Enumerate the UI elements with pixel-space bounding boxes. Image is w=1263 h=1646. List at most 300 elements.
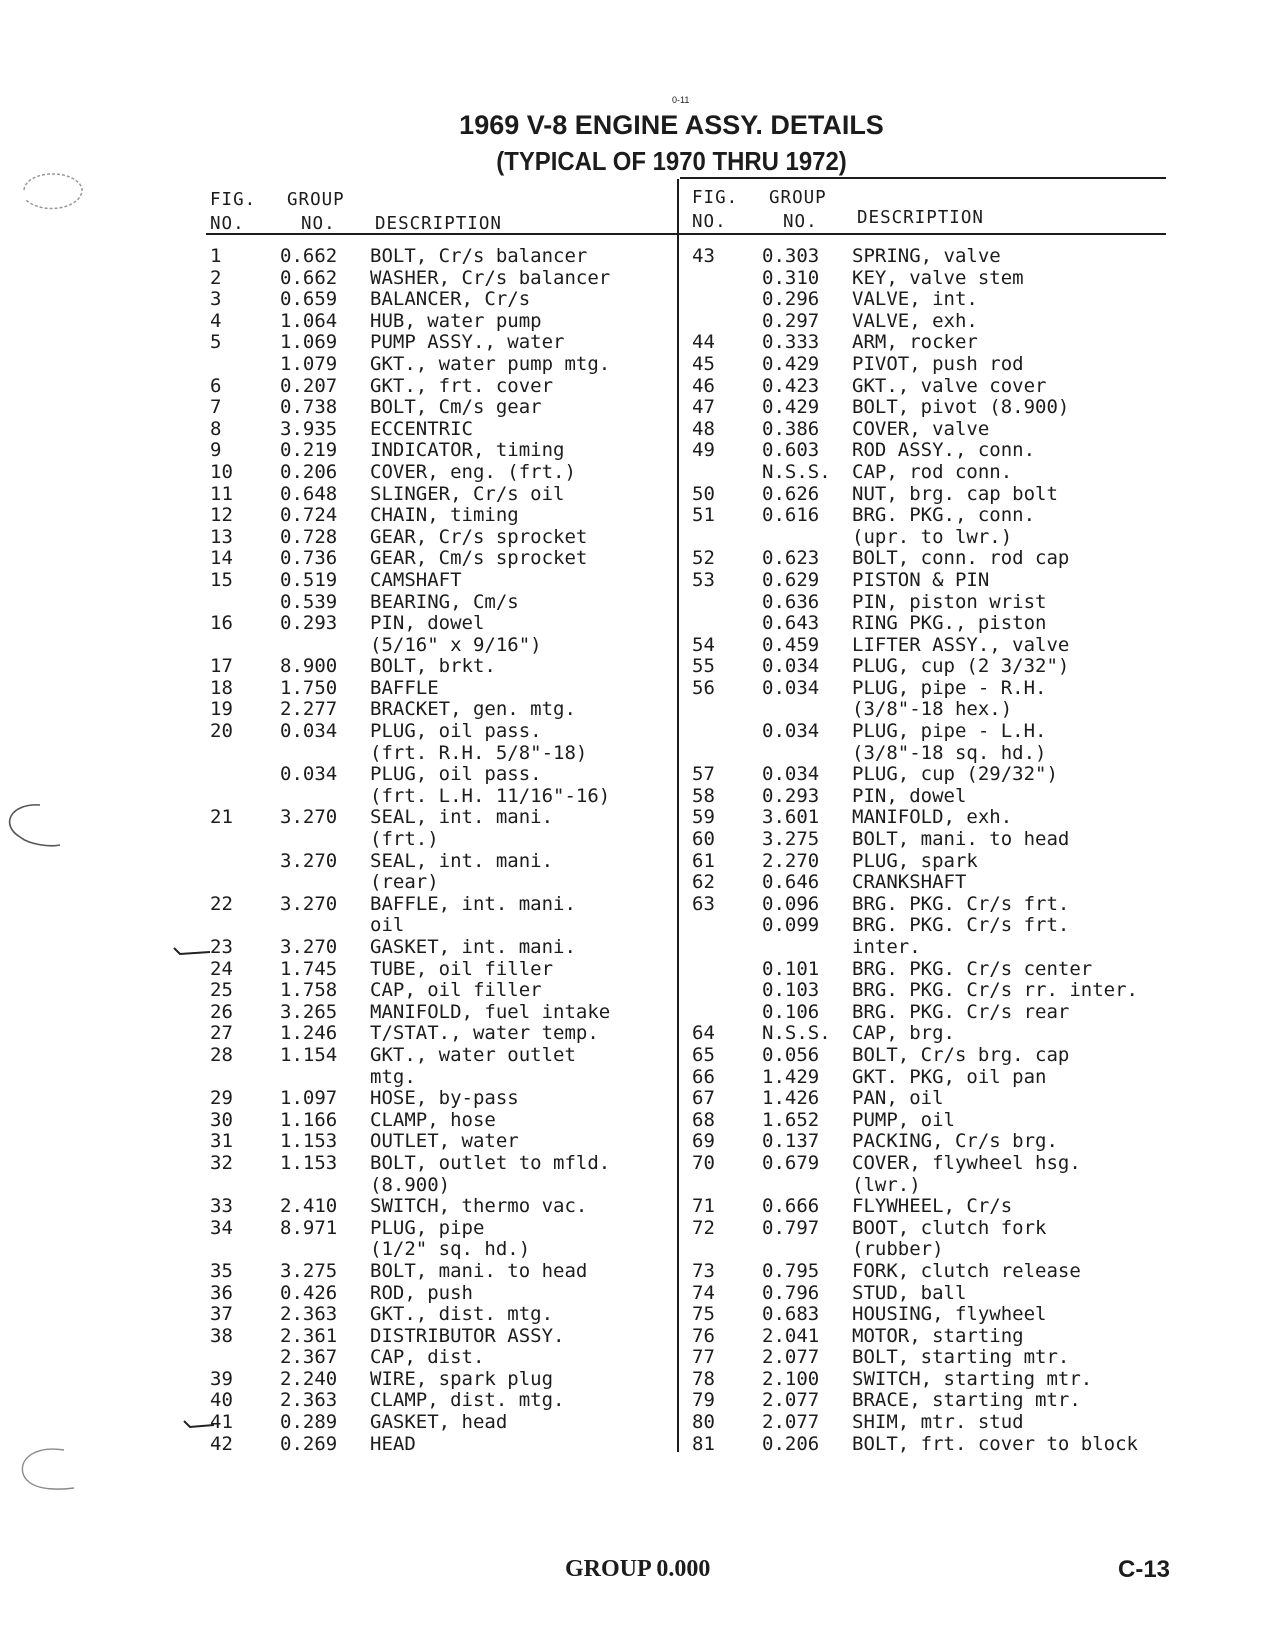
fig-number: 43 bbox=[692, 245, 715, 267]
fig-number: 14 bbox=[210, 547, 233, 570]
page-subtitle: (TYPICAL OF 1970 THRU 1972) bbox=[496, 146, 847, 176]
group-number: 0.206 bbox=[280, 460, 338, 483]
group-number: 0.724 bbox=[280, 504, 338, 527]
left-parts-row bbox=[210, 311, 610, 333]
group-number: 0.034 bbox=[280, 763, 338, 786]
description: VALVE, exh. bbox=[852, 309, 978, 332]
left-parts-row bbox=[210, 721, 610, 743]
fig-number: 9 bbox=[210, 439, 222, 462]
left-parts-row bbox=[210, 376, 610, 398]
left-parts-row bbox=[210, 1261, 610, 1283]
right-parts-row bbox=[692, 1283, 1138, 1305]
fig-number: 68 bbox=[692, 1108, 715, 1131]
group-number: 0.034 bbox=[280, 720, 338, 743]
group-number: 2.100 bbox=[762, 1367, 820, 1390]
fig-number: 8 bbox=[210, 417, 222, 440]
group-number: 0.636 bbox=[762, 590, 820, 613]
description: GASKET, head bbox=[370, 1411, 508, 1434]
fig-number: 7 bbox=[210, 396, 222, 419]
group-number: 0.519 bbox=[280, 568, 338, 591]
description: BRG. PKG. Cr/s frt. bbox=[852, 892, 1070, 915]
description: BOLT, mani. to head bbox=[852, 828, 1070, 851]
left-parts-row bbox=[210, 872, 610, 894]
fig-number: 52 bbox=[692, 547, 715, 570]
fig-number: 29 bbox=[210, 1087, 233, 1110]
fig-number: 75 bbox=[692, 1303, 715, 1326]
description: COVER, flywheel hsg. bbox=[852, 1151, 1081, 1174]
description: (1/2" sq. hd.) bbox=[370, 1238, 531, 1261]
right-parts-row bbox=[692, 397, 1138, 419]
right-parts-row bbox=[692, 311, 1138, 333]
group-number: N.S.S. bbox=[762, 1022, 831, 1045]
group-number: 0.103 bbox=[762, 979, 820, 1002]
description: BOLT, Cm/s gear bbox=[370, 396, 542, 419]
fig-number: 6 bbox=[210, 374, 222, 397]
group-number: 0.034 bbox=[762, 763, 820, 786]
fig-number: 40 bbox=[210, 1389, 233, 1412]
description: BOLT, conn. rod cap bbox=[852, 547, 1070, 570]
description: inter. bbox=[852, 936, 921, 958]
group-number: 0.293 bbox=[762, 784, 820, 807]
group-number: 2.041 bbox=[762, 1324, 820, 1347]
description: PLUG, cup (2 3/32") bbox=[852, 655, 1070, 678]
group-number: 1.745 bbox=[280, 957, 338, 980]
right-parts-row bbox=[692, 699, 1138, 721]
right-parts-row bbox=[692, 937, 1138, 959]
left-parts-row bbox=[210, 1153, 610, 1175]
group-number: 0.646 bbox=[762, 871, 820, 894]
description: VALVE, int. bbox=[852, 288, 978, 311]
fig-number: 12 bbox=[210, 504, 233, 527]
group-number: 2.361 bbox=[280, 1324, 338, 1347]
group-number: 0.034 bbox=[762, 655, 820, 678]
right-parts-row bbox=[692, 462, 1138, 484]
group-number: 1.652 bbox=[762, 1108, 820, 1131]
fig-number: 58 bbox=[692, 784, 715, 807]
group-number: 0.429 bbox=[762, 352, 820, 375]
description: CAP, rod conn. bbox=[852, 460, 1013, 483]
group-number: 0.643 bbox=[762, 612, 820, 635]
group-number: 1.153 bbox=[280, 1130, 338, 1153]
description: INDICATOR, timing bbox=[370, 439, 565, 462]
right-description-header: DESCRIPTION bbox=[857, 208, 984, 228]
right-parts-row bbox=[692, 678, 1138, 700]
description: SWITCH, starting mtr. bbox=[852, 1367, 1093, 1390]
fig-number: 30 bbox=[210, 1108, 233, 1131]
fig-number: 36 bbox=[210, 1281, 233, 1304]
right-parts-row bbox=[692, 1196, 1138, 1218]
left-parts-row bbox=[210, 527, 610, 549]
fig-number: 57 bbox=[692, 763, 715, 786]
group-number: 1.750 bbox=[280, 676, 338, 699]
group-number: 0.293 bbox=[280, 612, 338, 635]
fig-number: 45 bbox=[692, 352, 715, 375]
group-number: 0.796 bbox=[762, 1281, 820, 1304]
description: SLINGER, Cr/s oil bbox=[370, 482, 565, 505]
right-parts-row bbox=[692, 721, 1138, 743]
description: PIN, piston wrist bbox=[852, 590, 1047, 613]
table-header-rule bbox=[206, 233, 1166, 235]
group-number: 2.410 bbox=[280, 1195, 338, 1218]
left-parts-row bbox=[210, 1175, 610, 1197]
right-parts-row bbox=[692, 1326, 1138, 1348]
right-parts-row bbox=[692, 1131, 1138, 1153]
right-parts-row bbox=[692, 440, 1138, 462]
description: PIVOT, push rod bbox=[852, 352, 1024, 375]
fig-number: 59 bbox=[692, 806, 715, 829]
group-number: 0.795 bbox=[762, 1259, 820, 1282]
right-parts-row bbox=[692, 959, 1138, 981]
fig-number: 22 bbox=[210, 892, 233, 915]
description: CAP, oil filler bbox=[370, 979, 542, 1002]
description: GASKET, int. mani. bbox=[370, 936, 576, 958]
group-number: 1.064 bbox=[280, 309, 338, 332]
description: PLUG, pipe bbox=[370, 1216, 485, 1239]
left-parts-row bbox=[210, 484, 610, 506]
group-number: 3.275 bbox=[280, 1259, 338, 1282]
group-number: 0.303 bbox=[762, 245, 820, 267]
left-parts-row bbox=[210, 807, 610, 829]
fig-number: 55 bbox=[692, 655, 715, 678]
fig-number: 11 bbox=[210, 482, 233, 505]
right-parts-row bbox=[692, 505, 1138, 527]
left-parts-row bbox=[210, 505, 610, 527]
group-number: 0.648 bbox=[280, 482, 338, 505]
group-number: 0.206 bbox=[762, 1432, 820, 1455]
fig-number: 1 bbox=[210, 245, 222, 267]
description: BALANCER, Cr/s bbox=[370, 288, 531, 311]
fig-number: 71 bbox=[692, 1195, 715, 1218]
page-title: 1969 V-8 ENGINE ASSY. DETAILS bbox=[459, 110, 884, 140]
description: GEAR, Cm/s sprocket bbox=[370, 547, 588, 570]
fig-number: 23 bbox=[210, 936, 233, 958]
description: CAMSHAFT bbox=[370, 568, 462, 591]
check-mark-41 bbox=[182, 1417, 216, 1431]
left-parts-row bbox=[210, 462, 610, 484]
right-parts-row bbox=[692, 354, 1138, 376]
left-parts-row bbox=[210, 613, 610, 635]
group-number: 1.097 bbox=[280, 1087, 338, 1110]
fig-number: 13 bbox=[210, 525, 233, 548]
left-parts-row bbox=[210, 786, 610, 808]
group-number: 0.106 bbox=[762, 1000, 820, 1023]
left-parts-row bbox=[210, 1023, 610, 1045]
group-number: 0.219 bbox=[280, 439, 338, 462]
description: GKT., valve cover bbox=[852, 374, 1047, 397]
description: GKT. PKG, oil pan bbox=[852, 1065, 1047, 1088]
group-number: 3.270 bbox=[280, 806, 338, 829]
description: BRACKET, gen. mtg. bbox=[370, 698, 576, 721]
description: GKT., dist. mtg. bbox=[370, 1303, 554, 1326]
description: OUTLET, water bbox=[370, 1130, 519, 1153]
right-parts-row bbox=[692, 1412, 1138, 1434]
left-parts-row bbox=[210, 764, 610, 786]
page-number: 0-11 bbox=[672, 95, 690, 105]
group-number: 1.153 bbox=[280, 1151, 338, 1174]
group-number: 1.166 bbox=[280, 1108, 338, 1131]
left-parts-row bbox=[210, 1412, 610, 1434]
group-number: 3.270 bbox=[280, 892, 338, 915]
group-number: 0.386 bbox=[762, 417, 820, 440]
group-number: 0.623 bbox=[762, 547, 820, 570]
description: BRG. PKG. Cr/s rr. inter. bbox=[852, 979, 1138, 1002]
group-number: 0.137 bbox=[762, 1130, 820, 1153]
right-parts-row bbox=[692, 786, 1138, 808]
description: TUBE, oil filler bbox=[370, 957, 554, 980]
left-parts-row bbox=[210, 1045, 610, 1067]
right-parts-row bbox=[692, 1023, 1138, 1045]
fig-number: 62 bbox=[692, 871, 715, 894]
left-parts-row bbox=[210, 440, 610, 462]
description: RING PKG., piston bbox=[852, 612, 1047, 635]
group-number: 2.363 bbox=[280, 1389, 338, 1412]
group-number: 0.662 bbox=[280, 266, 338, 289]
description: PUMP, oil bbox=[852, 1108, 955, 1131]
right-parts-row bbox=[692, 743, 1138, 765]
fig-number: 76 bbox=[692, 1324, 715, 1347]
right-parts-row bbox=[692, 1261, 1138, 1283]
group-number: 2.363 bbox=[280, 1303, 338, 1326]
binder-hole-mark-top bbox=[14, 160, 94, 220]
fig-number: 33 bbox=[210, 1195, 233, 1218]
right-parts-row bbox=[692, 1369, 1138, 1391]
description: mtg. bbox=[370, 1065, 416, 1088]
fig-number: 54 bbox=[692, 633, 715, 656]
group-number: 0.034 bbox=[762, 676, 820, 699]
fig-number: 38 bbox=[210, 1324, 233, 1347]
description: CAP, dist. bbox=[370, 1346, 485, 1369]
fig-number: 78 bbox=[692, 1367, 715, 1390]
right-parts-row bbox=[692, 656, 1138, 678]
description: FORK, clutch release bbox=[852, 1259, 1081, 1282]
group-number: 0.626 bbox=[762, 482, 820, 505]
group-number: 3.275 bbox=[762, 828, 820, 851]
right-parts-row bbox=[692, 268, 1138, 290]
description: CHAIN, timing bbox=[370, 504, 519, 527]
right-parts-row bbox=[692, 332, 1138, 354]
description: (3/8"-18 hex.) bbox=[852, 698, 1013, 721]
group-number: 0.459 bbox=[762, 633, 820, 656]
left-parts-row bbox=[210, 1002, 610, 1024]
right-parts-row bbox=[692, 764, 1138, 786]
description: STUD, ball bbox=[852, 1281, 967, 1304]
group-number: 0.728 bbox=[280, 525, 338, 548]
binder-hole-mark-middle bbox=[0, 795, 80, 855]
fig-number: 60 bbox=[692, 828, 715, 851]
right-parts-row bbox=[692, 1175, 1138, 1197]
group-number: 0.616 bbox=[762, 504, 820, 527]
description: (rear) bbox=[370, 871, 439, 894]
description: PAN, oil bbox=[852, 1087, 944, 1110]
left-parts-row bbox=[210, 678, 610, 700]
right-parts-row bbox=[692, 570, 1138, 592]
description: BEARING, Cm/s bbox=[370, 590, 519, 613]
description: NUT, brg. cap bolt bbox=[852, 482, 1058, 505]
fig-number: 66 bbox=[692, 1065, 715, 1088]
description: HOUSING, flywheel bbox=[852, 1303, 1047, 1326]
group-number: 3.265 bbox=[280, 1000, 338, 1023]
description: (upr. to lwr.) bbox=[852, 525, 1013, 548]
right-parts-row bbox=[692, 635, 1138, 657]
description: CLAMP, hose bbox=[370, 1108, 496, 1131]
fig-number: 2 bbox=[210, 266, 222, 289]
group-number: 0.099 bbox=[762, 914, 820, 937]
description: FLYWHEEL, Cr/s bbox=[852, 1195, 1013, 1218]
right-parts-row bbox=[692, 1347, 1138, 1369]
right-group-header: GROUP NO. bbox=[769, 188, 827, 232]
description: HEAD bbox=[370, 1432, 416, 1455]
group-number: 0.659 bbox=[280, 288, 338, 311]
description: KEY, valve stem bbox=[852, 266, 1024, 289]
description: T/STAT., water temp. bbox=[370, 1022, 599, 1045]
description: ECCENTRIC bbox=[370, 417, 473, 440]
fig-number: 50 bbox=[692, 482, 715, 505]
group-number: 1.154 bbox=[280, 1043, 338, 1066]
group-number: 3.601 bbox=[762, 806, 820, 829]
group-number: 0.289 bbox=[280, 1411, 338, 1434]
left-parts-row bbox=[210, 829, 610, 851]
footer-page-number: C-13 bbox=[1118, 1556, 1171, 1583]
left-parts-row bbox=[210, 1110, 610, 1132]
check-mark-23 bbox=[172, 944, 212, 958]
fig-number: 53 bbox=[692, 568, 715, 591]
right-parts-row bbox=[692, 376, 1138, 398]
group-number: 0.429 bbox=[762, 396, 820, 419]
description: COVER, valve bbox=[852, 417, 990, 440]
left-parts-row bbox=[210, 915, 610, 937]
fig-number: 61 bbox=[692, 849, 715, 872]
group-number: 0.207 bbox=[280, 374, 338, 397]
left-parts-row bbox=[210, 937, 610, 959]
fig-number: 41 bbox=[210, 1411, 233, 1434]
fig-number: 28 bbox=[210, 1043, 233, 1066]
group-number: 0.738 bbox=[280, 396, 338, 419]
right-parts-row bbox=[692, 613, 1138, 635]
fig-number: 27 bbox=[210, 1022, 233, 1045]
fig-number: 17 bbox=[210, 655, 233, 678]
left-parts-row bbox=[210, 397, 610, 419]
description: (frt. L.H. 11/16"-16) bbox=[370, 784, 611, 807]
group-number: 0.101 bbox=[762, 957, 820, 980]
left-parts-row bbox=[210, 743, 610, 765]
description: GKT., water pump mtg. bbox=[370, 352, 611, 375]
description: DISTRIBUTOR ASSY. bbox=[370, 1324, 565, 1347]
fig-number: 70 bbox=[692, 1151, 715, 1174]
description: WASHER, Cr/s balancer bbox=[370, 266, 611, 289]
fig-number: 49 bbox=[692, 439, 715, 462]
fig-number: 64 bbox=[692, 1022, 715, 1045]
right-parts-row bbox=[692, 1153, 1138, 1175]
group-number: 1.429 bbox=[762, 1065, 820, 1088]
description: PISTON & PIN bbox=[852, 568, 990, 591]
left-parts-row bbox=[210, 1304, 610, 1326]
left-parts-list bbox=[210, 246, 610, 1455]
description: BOLT, frt. cover to block bbox=[852, 1432, 1138, 1455]
left-parts-row bbox=[210, 959, 610, 981]
group-number: 2.077 bbox=[762, 1411, 820, 1434]
group-number: 3.935 bbox=[280, 417, 338, 440]
group-number: 0.736 bbox=[280, 547, 338, 570]
left-parts-row bbox=[210, 1326, 610, 1348]
left-parts-row bbox=[210, 354, 610, 376]
left-parts-row bbox=[210, 1390, 610, 1412]
group-number: 1.069 bbox=[280, 331, 338, 354]
fig-number: 37 bbox=[210, 1303, 233, 1326]
left-parts-row bbox=[210, 656, 610, 678]
right-parts-row bbox=[692, 1304, 1138, 1326]
left-parts-row bbox=[210, 980, 610, 1002]
fig-number: 74 bbox=[692, 1281, 715, 1304]
right-parts-row bbox=[692, 1045, 1138, 1067]
group-number: 0.333 bbox=[762, 331, 820, 354]
right-parts-row bbox=[692, 915, 1138, 937]
group-number: 0.662 bbox=[280, 245, 338, 267]
right-parts-row bbox=[692, 851, 1138, 873]
fig-number: 47 bbox=[692, 396, 715, 419]
fig-number: 21 bbox=[210, 806, 233, 829]
right-parts-row bbox=[692, 246, 1138, 268]
group-number: 0.797 bbox=[762, 1216, 820, 1239]
description: BOLT, mani. to head bbox=[370, 1259, 588, 1282]
right-parts-row bbox=[692, 1218, 1138, 1240]
description: BRG. PKG. Cr/s frt. bbox=[852, 914, 1070, 937]
right-parts-row bbox=[692, 1088, 1138, 1110]
group-number: 1.246 bbox=[280, 1022, 338, 1045]
description: PLUG, oil pass. bbox=[370, 720, 542, 743]
column-divider bbox=[677, 179, 679, 1452]
description: COVER, eng. (frt.) bbox=[370, 460, 576, 483]
right-parts-row bbox=[692, 289, 1138, 311]
description: (5/16" x 9/16") bbox=[370, 633, 542, 656]
group-number: 0.296 bbox=[762, 288, 820, 311]
right-parts-row bbox=[692, 807, 1138, 829]
description: GEAR, Cr/s sprocket bbox=[370, 525, 588, 548]
description: BRACE, starting mtr. bbox=[852, 1389, 1081, 1412]
table-top-rule bbox=[680, 177, 1166, 179]
right-parts-row bbox=[692, 872, 1138, 894]
fig-number: 65 bbox=[692, 1043, 715, 1066]
description: HUB, water pump bbox=[370, 309, 542, 332]
right-parts-row bbox=[692, 548, 1138, 570]
right-parts-list bbox=[692, 246, 1138, 1455]
right-parts-row bbox=[692, 980, 1138, 1002]
description: MOTOR, starting bbox=[852, 1324, 1024, 1347]
left-description-header: DESCRIPTION bbox=[375, 214, 502, 234]
description: SPRING, valve bbox=[852, 245, 1001, 267]
group-number: 0.426 bbox=[280, 1281, 338, 1304]
right-parts-row bbox=[692, 1239, 1138, 1261]
left-parts-row bbox=[210, 548, 610, 570]
description: BOLT, Cr/s brg. cap bbox=[852, 1043, 1070, 1066]
right-parts-row bbox=[692, 419, 1138, 441]
fig-number: 72 bbox=[692, 1216, 715, 1239]
group-number: 0.539 bbox=[280, 590, 338, 613]
fig-number: 31 bbox=[210, 1130, 233, 1153]
group-number: 2.077 bbox=[762, 1346, 820, 1369]
fig-number: 35 bbox=[210, 1259, 233, 1282]
left-parts-row bbox=[210, 1196, 610, 1218]
group-number: 3.270 bbox=[280, 849, 338, 872]
right-parts-row bbox=[692, 484, 1138, 506]
group-number: 0.683 bbox=[762, 1303, 820, 1326]
fig-number: 4 bbox=[210, 309, 222, 332]
description: PLUG, cup (29/32") bbox=[852, 763, 1058, 786]
group-number: 0.603 bbox=[762, 439, 820, 462]
description: SWITCH, thermo vac. bbox=[370, 1195, 588, 1218]
binder-hole-mark-bottom bbox=[4, 1440, 84, 1500]
left-parts-row bbox=[210, 1369, 610, 1391]
fig-number: 26 bbox=[210, 1000, 233, 1023]
